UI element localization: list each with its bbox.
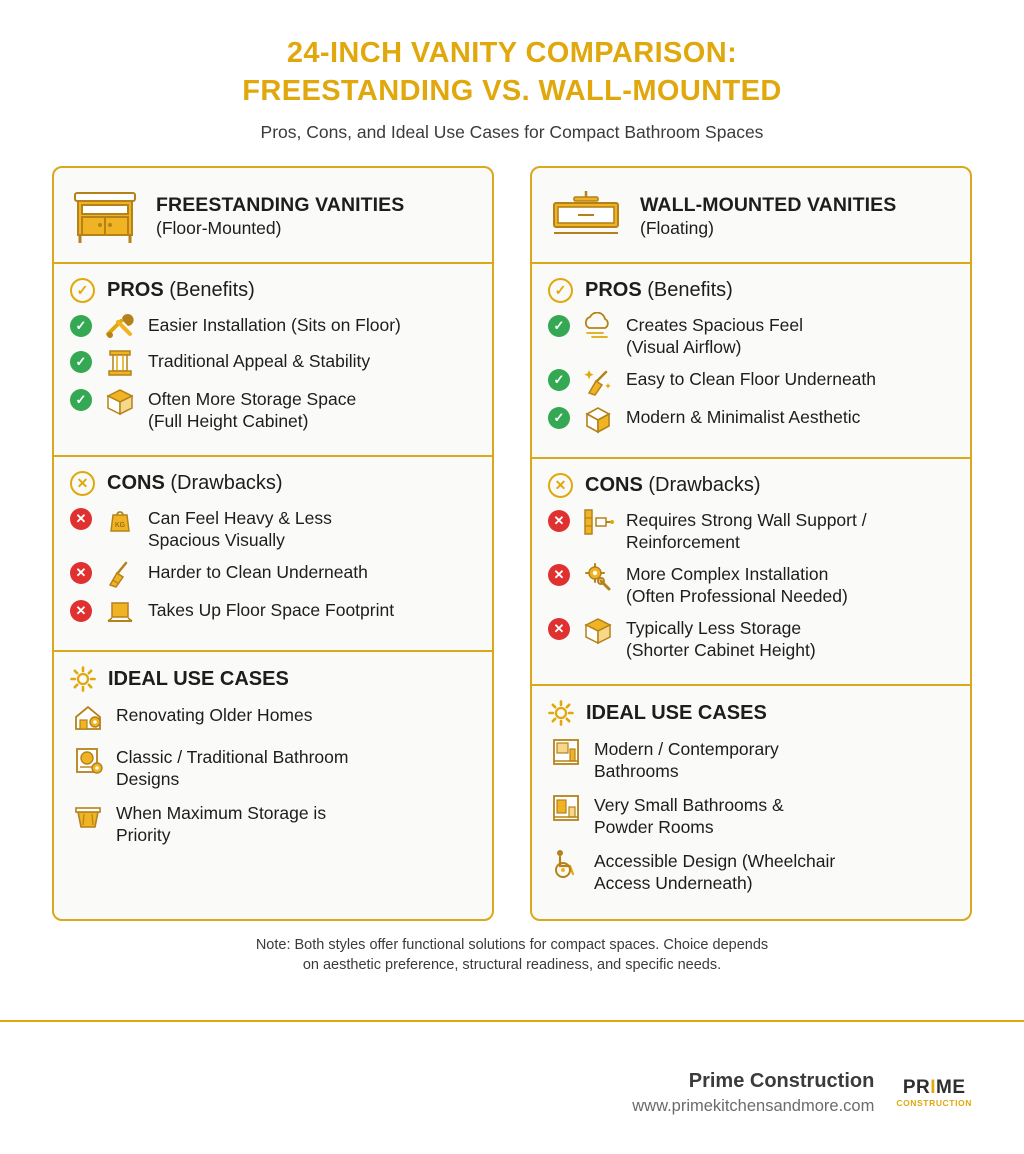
gear-icon (548, 700, 574, 726)
item-text (594, 849, 835, 894)
item-text-line1: Often More Storage Space (148, 389, 357, 409)
item-text-line2: Bathrooms (594, 761, 679, 781)
check-circle-icon: ✓ (70, 278, 95, 303)
list-item (548, 616, 954, 661)
check-badge-icon: ✓ (548, 369, 570, 391)
item-text (626, 508, 867, 553)
x-circle-icon: ✕ (548, 473, 573, 498)
page-subtitle: Pros, Cons, and Ideal Use Cases for Compact Bathroom Spaces (260, 122, 764, 142)
column-header-freestanding (54, 168, 492, 264)
list-item (548, 562, 954, 607)
footnote-line-2: on aesthetic preference, structural readiness, and specific needs. (302, 957, 722, 973)
item-text: Harder to Clean Underneath (148, 562, 368, 582)
item-text (116, 745, 348, 790)
item-text-line1: Creates Spacious Feel (626, 315, 804, 335)
classic-design-icon (70, 744, 106, 776)
cons-heading (70, 471, 476, 496)
wheelchair-icon (548, 848, 584, 880)
column-title: WALL-MOUNTED VANITIES (640, 193, 897, 216)
company-website[interactable]: www.primekitchensandmore.com (632, 1097, 875, 1115)
cons-section-freestanding (54, 457, 492, 652)
list-item (548, 849, 954, 894)
pros-heading-bold: PROS (107, 279, 164, 301)
box-icon (102, 386, 138, 416)
small-bathroom-icon (548, 792, 584, 824)
comparison-columns (0, 144, 1024, 921)
item-text-line2: Spacious Visually (148, 530, 285, 550)
use-cases-section-wall-mounted (532, 686, 970, 919)
footer-divider (0, 1020, 1024, 1022)
pros-heading-normal: (Benefits) (169, 279, 255, 301)
check-badge-icon: ✓ (70, 389, 92, 411)
item-text-line2: (Full Height Cabinet) (148, 411, 309, 431)
item-text-line1: Very Small Bathrooms & (594, 795, 784, 815)
column-freestanding (52, 166, 494, 921)
pros-section-wall-mounted (532, 264, 970, 459)
item-text-line1: Accessible Design (Wheelchair (594, 851, 836, 871)
pros-heading-bold: PROS (585, 279, 642, 301)
wall-support-icon (580, 507, 616, 537)
list-item (548, 367, 954, 396)
item-text (148, 506, 332, 551)
item-text: Takes Up Floor Space Footprint (148, 600, 395, 620)
column-header-wall-mounted (532, 168, 970, 264)
footnote (0, 921, 1024, 975)
item-text-line2: (Shorter Cabinet Height) (626, 640, 816, 660)
list-item (548, 793, 954, 838)
x-badge-icon: ✕ (548, 564, 570, 586)
check-badge-icon: ✓ (548, 315, 570, 337)
item-text: Traditional Appeal & Stability (148, 351, 371, 371)
page-title-line-2: FREESTANDING VS. WALL-MOUNTED (242, 75, 782, 107)
pros-heading-normal: (Benefits) (647, 279, 733, 301)
item-text (626, 562, 848, 607)
list-item (70, 506, 476, 551)
x-badge-icon: ✕ (70, 508, 92, 530)
x-circle-icon: ✕ (70, 471, 95, 496)
cons-section-wall-mounted (532, 459, 970, 686)
page-title-line-1: 24-INCH VANITY COMPARISON: (286, 37, 738, 69)
pros-section-freestanding (54, 264, 492, 457)
logo-top-text: PRIME (902, 1077, 966, 1099)
item-text-line1: More Complex Installation (626, 564, 829, 584)
item-text: Renovating Older Homes (116, 705, 313, 725)
use-cases-heading-text: IDEAL USE CASES (108, 667, 289, 690)
storage-basket-icon (70, 800, 106, 832)
broom-icon (102, 559, 138, 589)
column-title: FREESTANDING VANITIES (156, 193, 405, 216)
gear-icon (70, 666, 96, 692)
column-subtitle: (Floating) (640, 218, 714, 239)
footer (632, 1070, 972, 1116)
cube-icon (580, 404, 616, 434)
pros-heading (548, 278, 954, 303)
column-icon (102, 348, 138, 378)
list-item (70, 349, 476, 378)
gear-wrench-icon (580, 561, 616, 591)
wall-mounted-vanity-icon (548, 185, 624, 247)
x-badge-icon: ✕ (548, 510, 570, 532)
cons-heading-bold: CONS (107, 472, 165, 494)
cons-heading-bold: CONS (585, 474, 643, 496)
item-text: Modern & Minimalist Aesthetic (626, 407, 861, 427)
house-renovation-icon (70, 702, 106, 734)
x-badge-icon: ✕ (548, 618, 570, 640)
item-text (594, 737, 779, 782)
list-item (548, 508, 954, 553)
logo-bottom-text: CONSTRUCTION (896, 1098, 972, 1109)
list-item (70, 745, 476, 790)
x-badge-icon: ✕ (70, 562, 92, 584)
list-item (70, 703, 476, 734)
modern-bathroom-icon (548, 736, 584, 768)
item-text (626, 616, 816, 661)
item-text-line1: Modern / Contemporary (594, 739, 779, 759)
list-item (548, 405, 954, 434)
list-item (70, 801, 476, 846)
column-subtitle: (Floor-Mounted) (156, 218, 282, 239)
use-cases-heading (548, 700, 954, 726)
item-text-line2: (Visual Airflow) (626, 337, 742, 357)
floor-space-icon (102, 597, 138, 627)
item-text-line2: Priority (116, 825, 171, 845)
company-logo (896, 1078, 972, 1108)
footnote-line-1: Note: Both styles offer functional solutions for compact spaces. Choice depends (255, 937, 769, 953)
item-text-line1: Typically Less Storage (626, 618, 802, 638)
item-text (594, 793, 784, 838)
freestanding-vanity-icon (70, 185, 140, 247)
item-text-line2: Access Underneath) (594, 873, 753, 893)
sparkle-broom-icon (580, 366, 616, 396)
item-text-line2: Designs (116, 769, 180, 789)
item-text-line2: Reinforcement (626, 532, 740, 552)
list-item (70, 560, 476, 589)
cons-heading-normal: (Drawbacks) (170, 472, 283, 494)
list-item (70, 313, 476, 340)
item-text: Easier Installation (Sits on Floor) (148, 315, 401, 335)
item-text-line1: Can Feel Heavy & Less (148, 508, 332, 528)
cons-heading-normal: (Drawbacks) (648, 474, 761, 496)
list-item (548, 737, 954, 782)
use-cases-heading (70, 666, 476, 692)
item-text (116, 801, 326, 846)
tools-icon (102, 312, 138, 340)
airflow-icon (580, 312, 616, 340)
x-badge-icon: ✕ (70, 600, 92, 622)
item-text-line1: Classic / Traditional Bathroom (116, 747, 349, 767)
item-text-line1: When Maximum Storage is (116, 803, 327, 823)
pros-heading (70, 278, 476, 303)
item-text-line2: Powder Rooms (594, 817, 714, 837)
cons-heading (548, 473, 954, 498)
list-item (70, 598, 476, 627)
column-wall-mounted (530, 166, 972, 921)
item-text (148, 387, 356, 432)
weight-icon (102, 505, 138, 535)
company-name: Prime Construction (688, 1070, 875, 1092)
box-icon (580, 615, 616, 645)
list-item (548, 313, 954, 358)
page-header (0, 0, 1024, 144)
check-circle-icon: ✓ (548, 278, 573, 303)
item-text: Easy to Clean Floor Underneath (626, 369, 876, 389)
item-text (626, 313, 803, 358)
item-text-line2: (Often Professional Needed) (626, 586, 848, 606)
svg-text:KG: KG (114, 522, 126, 529)
use-cases-section-freestanding (54, 652, 492, 871)
list-item (70, 387, 476, 432)
item-text-line1: Requires Strong Wall Support / (626, 510, 867, 530)
check-badge-icon: ✓ (70, 315, 92, 337)
check-badge-icon: ✓ (548, 407, 570, 429)
use-cases-heading-text: IDEAL USE CASES (586, 701, 767, 724)
check-badge-icon: ✓ (70, 351, 92, 373)
